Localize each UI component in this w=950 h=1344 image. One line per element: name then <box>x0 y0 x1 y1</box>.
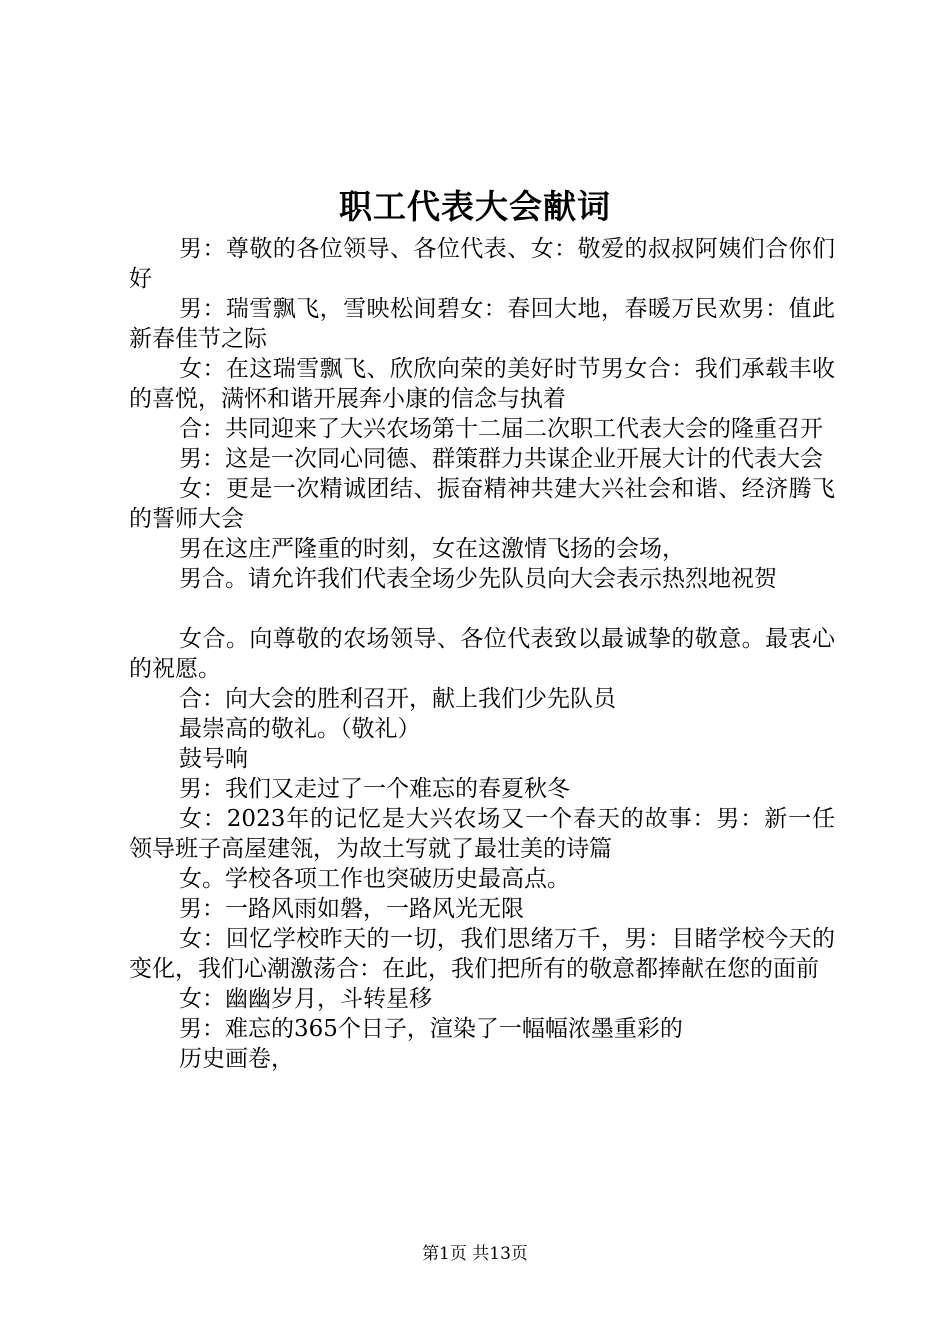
document-body <box>129 234 835 1074</box>
paragraph: 女：在这瑞雪飘飞、欣欣向荣的美好时节男女合：我们承载丰收的喜悦，满怀和谐开展奔小康的信念与执着 <box>129 356 835 412</box>
paragraph: 女：回忆学校昨天的一切，我们思绪万千，男：目睹学校今天的变化，我们心潮激荡合：在此，我们把所有的敬意都捧献在您的面前 <box>129 926 835 982</box>
paragraph: 男合。请允许我们代表全场少先队员向大会表示热烈地祝贺 <box>179 566 777 592</box>
paragraph: 女：更是一次精诚团结、振奋精神共建大兴社会和谐、经济腾飞的誓师大会 <box>129 476 835 532</box>
paragraph: 女。学校各项工作也突破历史最高点。 <box>179 866 570 892</box>
paragraph: 女：2023年的记忆是大兴农场又一个春天的故事：男：新一任领导班子高屋建瓴，为故土写就了最壮美的诗篇 <box>129 806 835 862</box>
document-title: 职工代表大会献词 <box>339 187 611 226</box>
paragraph: 女合。向尊敬的农场领导、各位代表致以最诚挚的敬意。最衷心的祝愿。 <box>129 626 835 682</box>
paragraph: 男：瑞雪飘飞，雪映松间碧女：春回大地，春暖万民欢男：值此新春佳节之际 <box>129 296 835 352</box>
paragraph: 男：这是一次同心同德、群策群力共谋企业开展大计的代表大会 <box>179 446 823 472</box>
page-number-footer: 第1页 共13页 <box>422 1244 528 1264</box>
paragraph: 男：尊敬的各位领导、各位代表、女：敬爱的叔叔阿姨们合你们好 <box>129 236 835 292</box>
paragraph: 男在这庄严隆重的时刻，女在这激情飞扬的会场， <box>179 536 685 562</box>
paragraph: 男：我们又走过了一个难忘的春夏秋冬 <box>179 776 570 802</box>
paragraph: 男：难忘的365个日子，渲染了一幅幅浓墨重彩的 <box>179 1016 683 1042</box>
paragraph: 女：幽幽岁月，斗转星移 <box>179 986 432 1012</box>
paragraph: 鼓号响 <box>179 746 248 772</box>
paragraph: 男：一路风雨如磐，一路风光无限 <box>179 896 524 922</box>
paragraph: 最崇高的敬礼。（敬礼） <box>179 716 421 742</box>
paragraph: 合：向大会的胜利召开，献上我们少先队员 <box>179 686 616 712</box>
paragraph: 历史画卷， <box>179 1046 294 1072</box>
paragraph: 合：共同迎来了大兴农场第十二届二次职工代表大会的隆重召开 <box>179 416 823 442</box>
